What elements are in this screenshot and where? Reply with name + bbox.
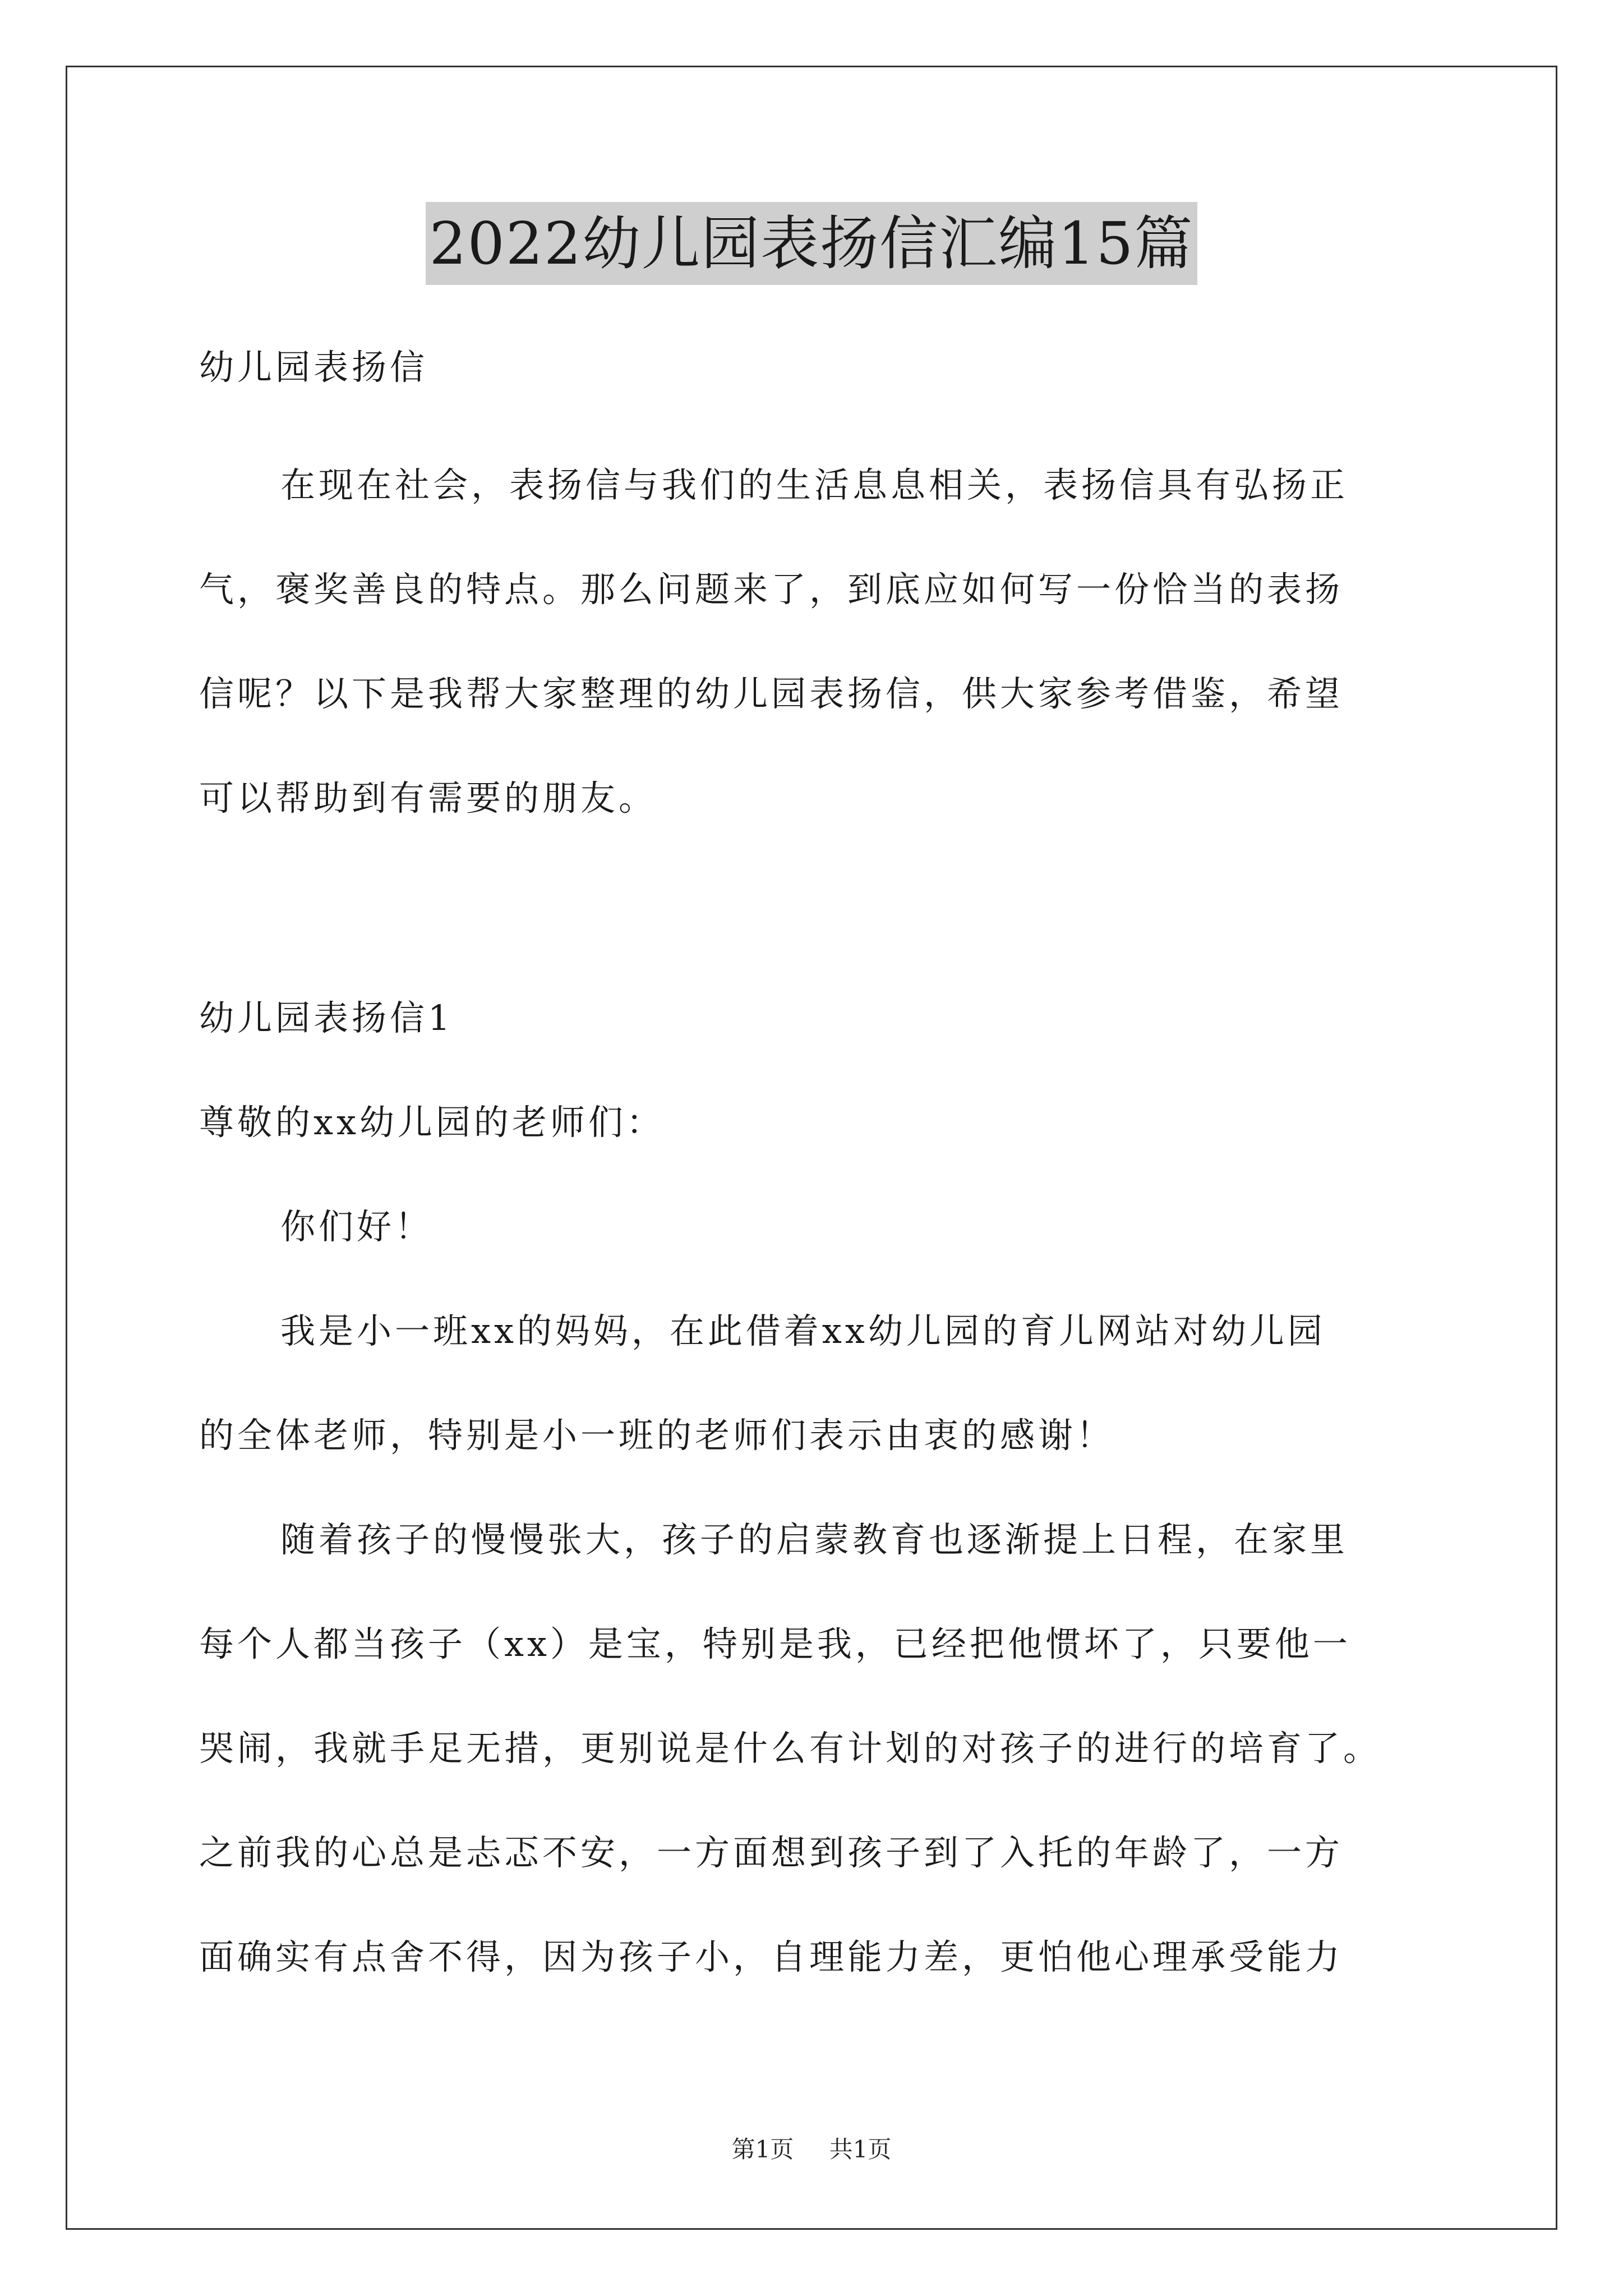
page-number: 第1页 [731, 2136, 794, 2163]
page-footer [0, 2133, 1623, 2166]
paragraph-line: 之前我的心总是忐忑不安，一方面想到孩子到了入托的年龄了，一方 [199, 1832, 1344, 1873]
paragraph-line: 可以帮助到有需要的朋友。 [199, 777, 657, 818]
salutation: 尊敬的xx幼儿园的老师们： [199, 1102, 665, 1143]
paragraph-line: 在现在社会，表扬信与我们的生活息息相关，表扬信具有弘扬正 [280, 464, 1349, 505]
document-title: 2022幼儿园表扬信汇编15篇 [426, 202, 1197, 285]
paragraph-line: 气，褒奖善良的特点。那么问题来了，到底应如何写一份恰当的表扬 [199, 569, 1344, 610]
paragraph-line: 的全体老师，特别是小一班的老师们表示由衷的感谢！ [199, 1415, 1115, 1456]
page-total: 共1页 [829, 2136, 892, 2163]
title-wrap [0, 202, 1623, 285]
greeting: 你们好！ [280, 1206, 434, 1247]
paragraph-line: 哭闹，我就手足无措，更别说是什么有计划的对孩子的进行的培育了。 [199, 1728, 1382, 1769]
paragraph-line: 信呢？以下是我帮大家整理的幼儿园表扬信，供大家参考借鉴，希望 [199, 673, 1344, 714]
paragraph-line: 面确实有点舍不得，因为孩子小，自理能力差，更怕他心理承受能力 [199, 1936, 1344, 1977]
paragraph-line: 我是小一班xx的妈妈，在此借着xx幼儿园的育儿网站对幼儿园 [280, 1310, 1326, 1351]
section-heading: 幼儿园表扬信1 [199, 997, 454, 1038]
paragraph-line: 每个人都当孩子（xx）是宝，特别是我，已经把他惯坏了，只要他一 [199, 1623, 1351, 1664]
paragraph-line: 随着孩子的慢慢张大，孩子的启蒙教育也逐渐提上日程，在家里 [280, 1519, 1349, 1560]
section-heading: 幼儿园表扬信 [199, 347, 428, 388]
